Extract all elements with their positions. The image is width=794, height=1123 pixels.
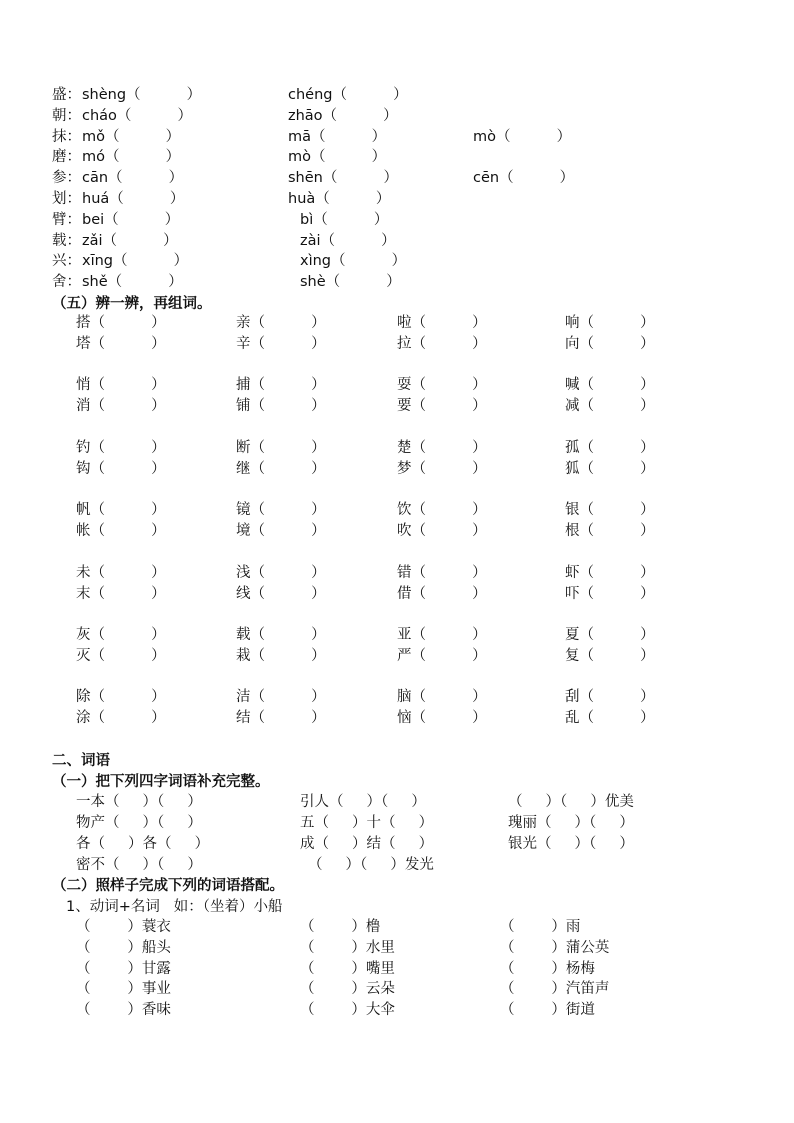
pinyin-blank: zài（ ） [300, 232, 396, 249]
compare-item: 亚（ ） [397, 627, 487, 643]
match-blank: （ ）事业 [76, 981, 171, 998]
pinyin-blank: bei（ ） [82, 211, 180, 228]
compare-item: 恼（ ） [397, 710, 487, 726]
pinyin-blank: huá（ ） [82, 191, 185, 207]
compare-item: 夏（ ） [565, 627, 655, 643]
compare-item: 灭（ ） [76, 648, 166, 664]
pinyin-char: 兴： [52, 253, 81, 270]
compare-item: 钩（ ） [76, 461, 166, 477]
pinyin-blank: cháo（ ） [82, 107, 193, 124]
compare-item: 灰（ ） [76, 627, 166, 643]
idiom-blank: 瑰丽（ ）（ ） [508, 815, 634, 831]
idiom-blank: 一本（ ）（ ） [76, 794, 202, 810]
compare-item: 饮（ ） [397, 502, 487, 518]
idiom-blank: 银光（ ）（ ） [508, 836, 634, 852]
compare-item: 境（ ） [236, 523, 326, 539]
compare-item: 喊（ ） [565, 377, 655, 393]
compare-item: 铺（ ） [236, 398, 326, 414]
match-blank: （ ）街道 [500, 1002, 595, 1019]
pinyin-char: 划： [52, 191, 81, 207]
compare-item: 继（ ） [236, 461, 326, 477]
compare-item: 钓（ ） [76, 440, 166, 456]
match-blank: （ ）汽笛声 [500, 981, 610, 998]
compare-item: 末（ ） [76, 586, 166, 602]
pinyin-blank: xìng（ ） [300, 253, 407, 270]
compare-item: 梦（ ） [397, 461, 487, 477]
idiom-blank: 五（ ）十（ ） [300, 815, 434, 831]
pinyin-blank: bì（ ） [300, 211, 389, 228]
compare-item: 洁（ ） [236, 689, 326, 705]
pinyin-char: 臂： [52, 211, 81, 228]
compare-item: 断（ ） [236, 440, 326, 456]
pinyin-blank: zǎi（ ） [82, 232, 178, 249]
pinyin-blank: shè（ ） [300, 274, 401, 291]
pinyin-blank: xīng（ ） [82, 253, 189, 270]
compare-item: 镜（ ） [236, 502, 326, 518]
match-blank: （ ）嘴里 [300, 960, 395, 977]
pinyin-char: 抹： [52, 128, 81, 145]
compare-item: 楚（ ） [397, 440, 487, 456]
compare-item: 根（ ） [565, 523, 655, 539]
match-blank: （ ）雨 [500, 919, 581, 935]
pinyin-char: 舍： [52, 274, 81, 291]
compare-item: 严（ ） [397, 648, 487, 664]
pinyin-blank: cān（ ） [82, 170, 184, 187]
idiom-blank: 密不（ ）（ ） [76, 857, 202, 873]
idiom-blank: 引人（ ）（ ） [300, 794, 426, 810]
pinyin-blank: huà（ ） [288, 191, 391, 207]
pinyin-blank: mó（ ） [82, 149, 181, 166]
compare-item: 脑（ ） [397, 689, 487, 705]
compare-item: 涂（ ） [76, 710, 166, 726]
idiom-blank: （ ）（ ）优美 [508, 794, 634, 810]
compare-item: 响（ ） [565, 315, 655, 331]
compare-item: 啦（ ） [397, 315, 487, 331]
compare-item: 捕（ ） [236, 377, 326, 393]
compare-item: 要（ ） [397, 398, 487, 414]
compare-item: 未（ ） [76, 565, 166, 581]
part-title: 二、词语 [52, 753, 110, 769]
idiom-blank: 各（ ）各（ ） [76, 836, 210, 852]
match-blank: （ ）船头 [76, 939, 171, 956]
compare-item: 耍（ ） [397, 377, 487, 393]
compare-item: 吓（ ） [565, 586, 655, 602]
idiom-blank: （ ）（ ）发光 [308, 857, 434, 873]
compare-item: 浅（ ） [236, 565, 326, 581]
pinyin-char: 载： [52, 232, 81, 249]
compare-item: 错（ ） [397, 565, 487, 581]
compare-item: 栽（ ） [236, 648, 326, 664]
section-title: （一）把下列四字词语补充完整。 [52, 774, 270, 790]
compare-item: 除（ ） [76, 689, 166, 705]
section-title: （二）照样子完成下列的词语搭配。 [52, 878, 284, 894]
pinyin-blank: mā（ ） [288, 128, 387, 145]
compare-item: 孤（ ） [565, 440, 655, 456]
pinyin-blank: shèng（ ） [82, 87, 202, 103]
compare-item: 银（ ） [565, 502, 655, 518]
compare-item: 狐（ ） [565, 461, 655, 477]
compare-item: 向（ ） [565, 336, 655, 352]
compare-item: 辛（ ） [236, 336, 326, 352]
pinyin-char: 参： [52, 170, 81, 187]
example-line: 1、动词+名词 如：（坐着）小船 [66, 899, 283, 915]
match-blank: （ ）甘露 [76, 960, 171, 977]
match-blank: （ ）杨梅 [500, 960, 595, 977]
compare-item: 虾（ ） [565, 565, 655, 581]
pinyin-blank: mǒ（ ） [82, 128, 181, 145]
compare-item: 乱（ ） [565, 710, 655, 726]
compare-item: 结（ ） [236, 710, 326, 726]
compare-item: 亲（ ） [236, 315, 326, 331]
pinyin-char: 磨： [52, 149, 81, 166]
match-blank: （ ）大伞 [300, 1002, 395, 1019]
pinyin-char: 盛： [52, 87, 81, 103]
match-blank: （ ）香味 [76, 1002, 171, 1019]
pinyin-char: 朝： [52, 107, 81, 124]
idiom-blank: 物产（ ）（ ） [76, 815, 202, 831]
pinyin-blank: chéng（ ） [288, 87, 408, 103]
compare-item: 搭（ ） [76, 315, 166, 331]
pinyin-blank: cēn（ ） [473, 170, 575, 187]
compare-item: 拉（ ） [397, 336, 487, 352]
pinyin-blank: mò（ ） [473, 128, 572, 145]
compare-item: 帆（ ） [76, 502, 166, 518]
idiom-blank: 成（ ）结（ ） [300, 836, 434, 852]
pinyin-blank: shēn（ ） [288, 170, 398, 187]
compare-item: 载（ ） [236, 627, 326, 643]
pinyin-blank: mò（ ） [288, 149, 387, 166]
match-blank: （ ）蓑衣 [76, 919, 171, 935]
pinyin-blank: shě（ ） [82, 274, 183, 291]
compare-item: 悄（ ） [76, 377, 166, 393]
match-blank: （ ）水里 [300, 939, 395, 956]
compare-item: 刮（ ） [565, 689, 655, 705]
compare-item: 塔（ ） [76, 336, 166, 352]
compare-item: 减（ ） [565, 398, 655, 414]
compare-item: 线（ ） [236, 586, 326, 602]
pinyin-blank: zhāo（ ） [288, 107, 398, 124]
compare-item: 消（ ） [76, 398, 166, 414]
match-blank: （ ）云朵 [300, 981, 395, 998]
compare-item: 复（ ） [565, 648, 655, 664]
section-title: （五）辨一辨，再组词。 [52, 296, 212, 312]
compare-item: 帐（ ） [76, 523, 166, 539]
match-blank: （ ）蒲公英 [500, 939, 610, 956]
compare-item: 借（ ） [397, 586, 487, 602]
compare-item: 吹（ ） [397, 523, 487, 539]
match-blank: （ ）橹 [300, 919, 381, 935]
